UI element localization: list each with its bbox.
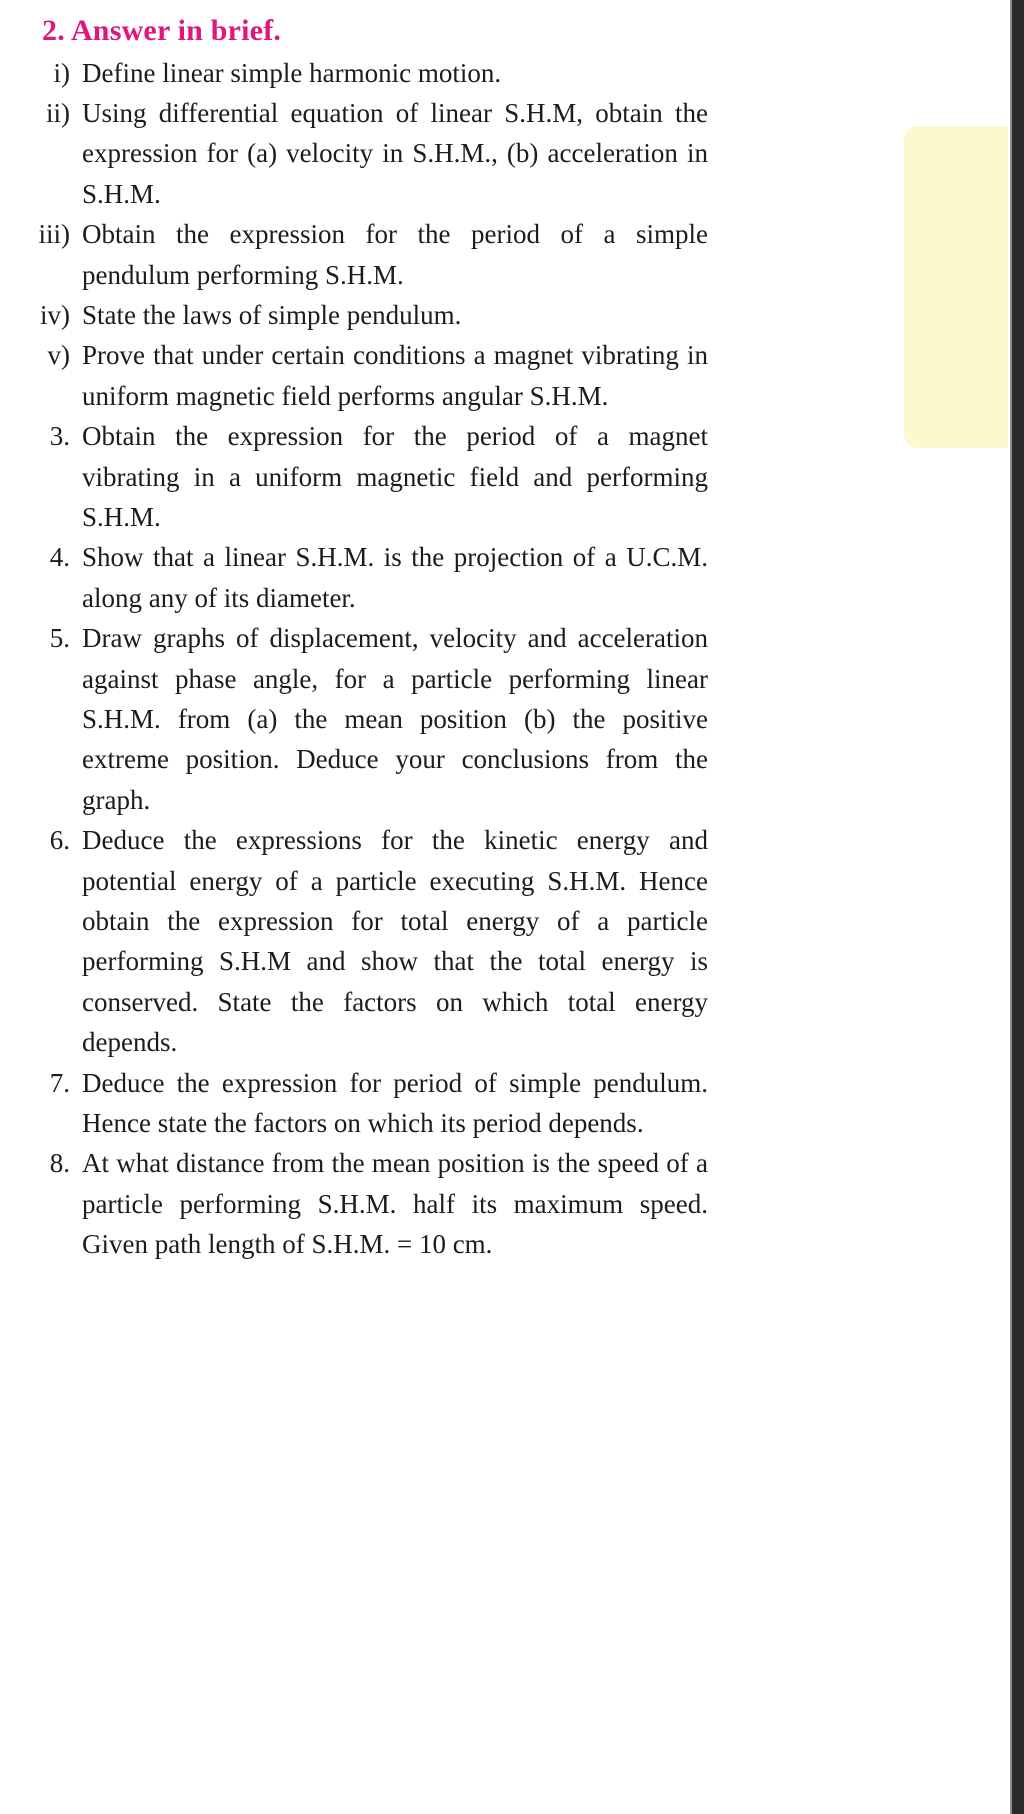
question-marker: 5. [49, 623, 70, 654]
question-marker: v) [47, 340, 70, 371]
question-text: State the laws of simple pendulum. [82, 299, 462, 330]
question-marker: 7. [49, 1067, 70, 1098]
yellow-note-panel [904, 126, 1008, 448]
question-text: Deduce the expression for period of simple pendulum. Hence state the factors on which its period depends. [82, 1067, 708, 1139]
question-item [0, 416, 760, 537]
question-item [0, 214, 760, 295]
question-item [0, 537, 760, 618]
question-item [0, 295, 760, 335]
question-marker: 6. [49, 825, 70, 856]
question-text: Draw graphs of displacement, velocity and acceleration against phase angle, for a particle performing linear S.H.M. from (a) the mean position (b) the positive extreme position. Deduce your conclusions from the graph. [82, 623, 708, 815]
question-marker: 3. [49, 421, 70, 452]
question-text: Obtain the expression for the period of a magnet vibrating in a uniform magnetic field and performing S.H.M. [82, 421, 708, 532]
question-marker: 8. [49, 1148, 70, 1179]
question-text: At what distance from the mean position is the speed of a particle performing S.H.M. half its maximum speed. Given path length of S.H.M. = 10 cm. [82, 1148, 708, 1260]
question-text: Obtain the expression for the period of a simple pendulum performing S.H.M. [82, 219, 708, 290]
question-marker: 4. [49, 542, 70, 573]
question-item [0, 93, 760, 214]
question-item [0, 820, 760, 1062]
question-text: Using differential equation of linear S.H.M, obtain the expression for (a) velocity in S.H.M., (b) acceleration in S.H.M. [82, 97, 708, 209]
question-item [0, 1063, 760, 1144]
question-text: Define linear simple harmonic motion. [82, 57, 502, 88]
page-heading: 2. Answer in brief. [42, 14, 282, 47]
question-item [0, 53, 760, 93]
question-text: Show that a linear S.H.M. is the projection of a U.C.M. along any of its diameter. [82, 542, 708, 613]
question-marker: i) [53, 57, 70, 88]
question-marker: iv) [40, 299, 70, 330]
question-text: Deduce the expressions for the kinetic energy and potential energy of a particle executing S.H.M. Hence obtain the expression for total energy of a particle performing S.H.M and show that the total energy is conserved. State the factors on which total energy depends. [82, 825, 708, 1058]
question-item [0, 618, 760, 820]
question-item [0, 1143, 760, 1264]
question-marker: ii) [46, 97, 70, 128]
question-text: Prove that under certain conditions a magnet vibrating in uniform magnetic field performs angular S.H.M. [82, 340, 708, 411]
question-marker: iii) [38, 219, 70, 250]
question-item [0, 335, 760, 416]
question-list [0, 53, 760, 1265]
right-edge-strip [1010, 0, 1024, 1814]
